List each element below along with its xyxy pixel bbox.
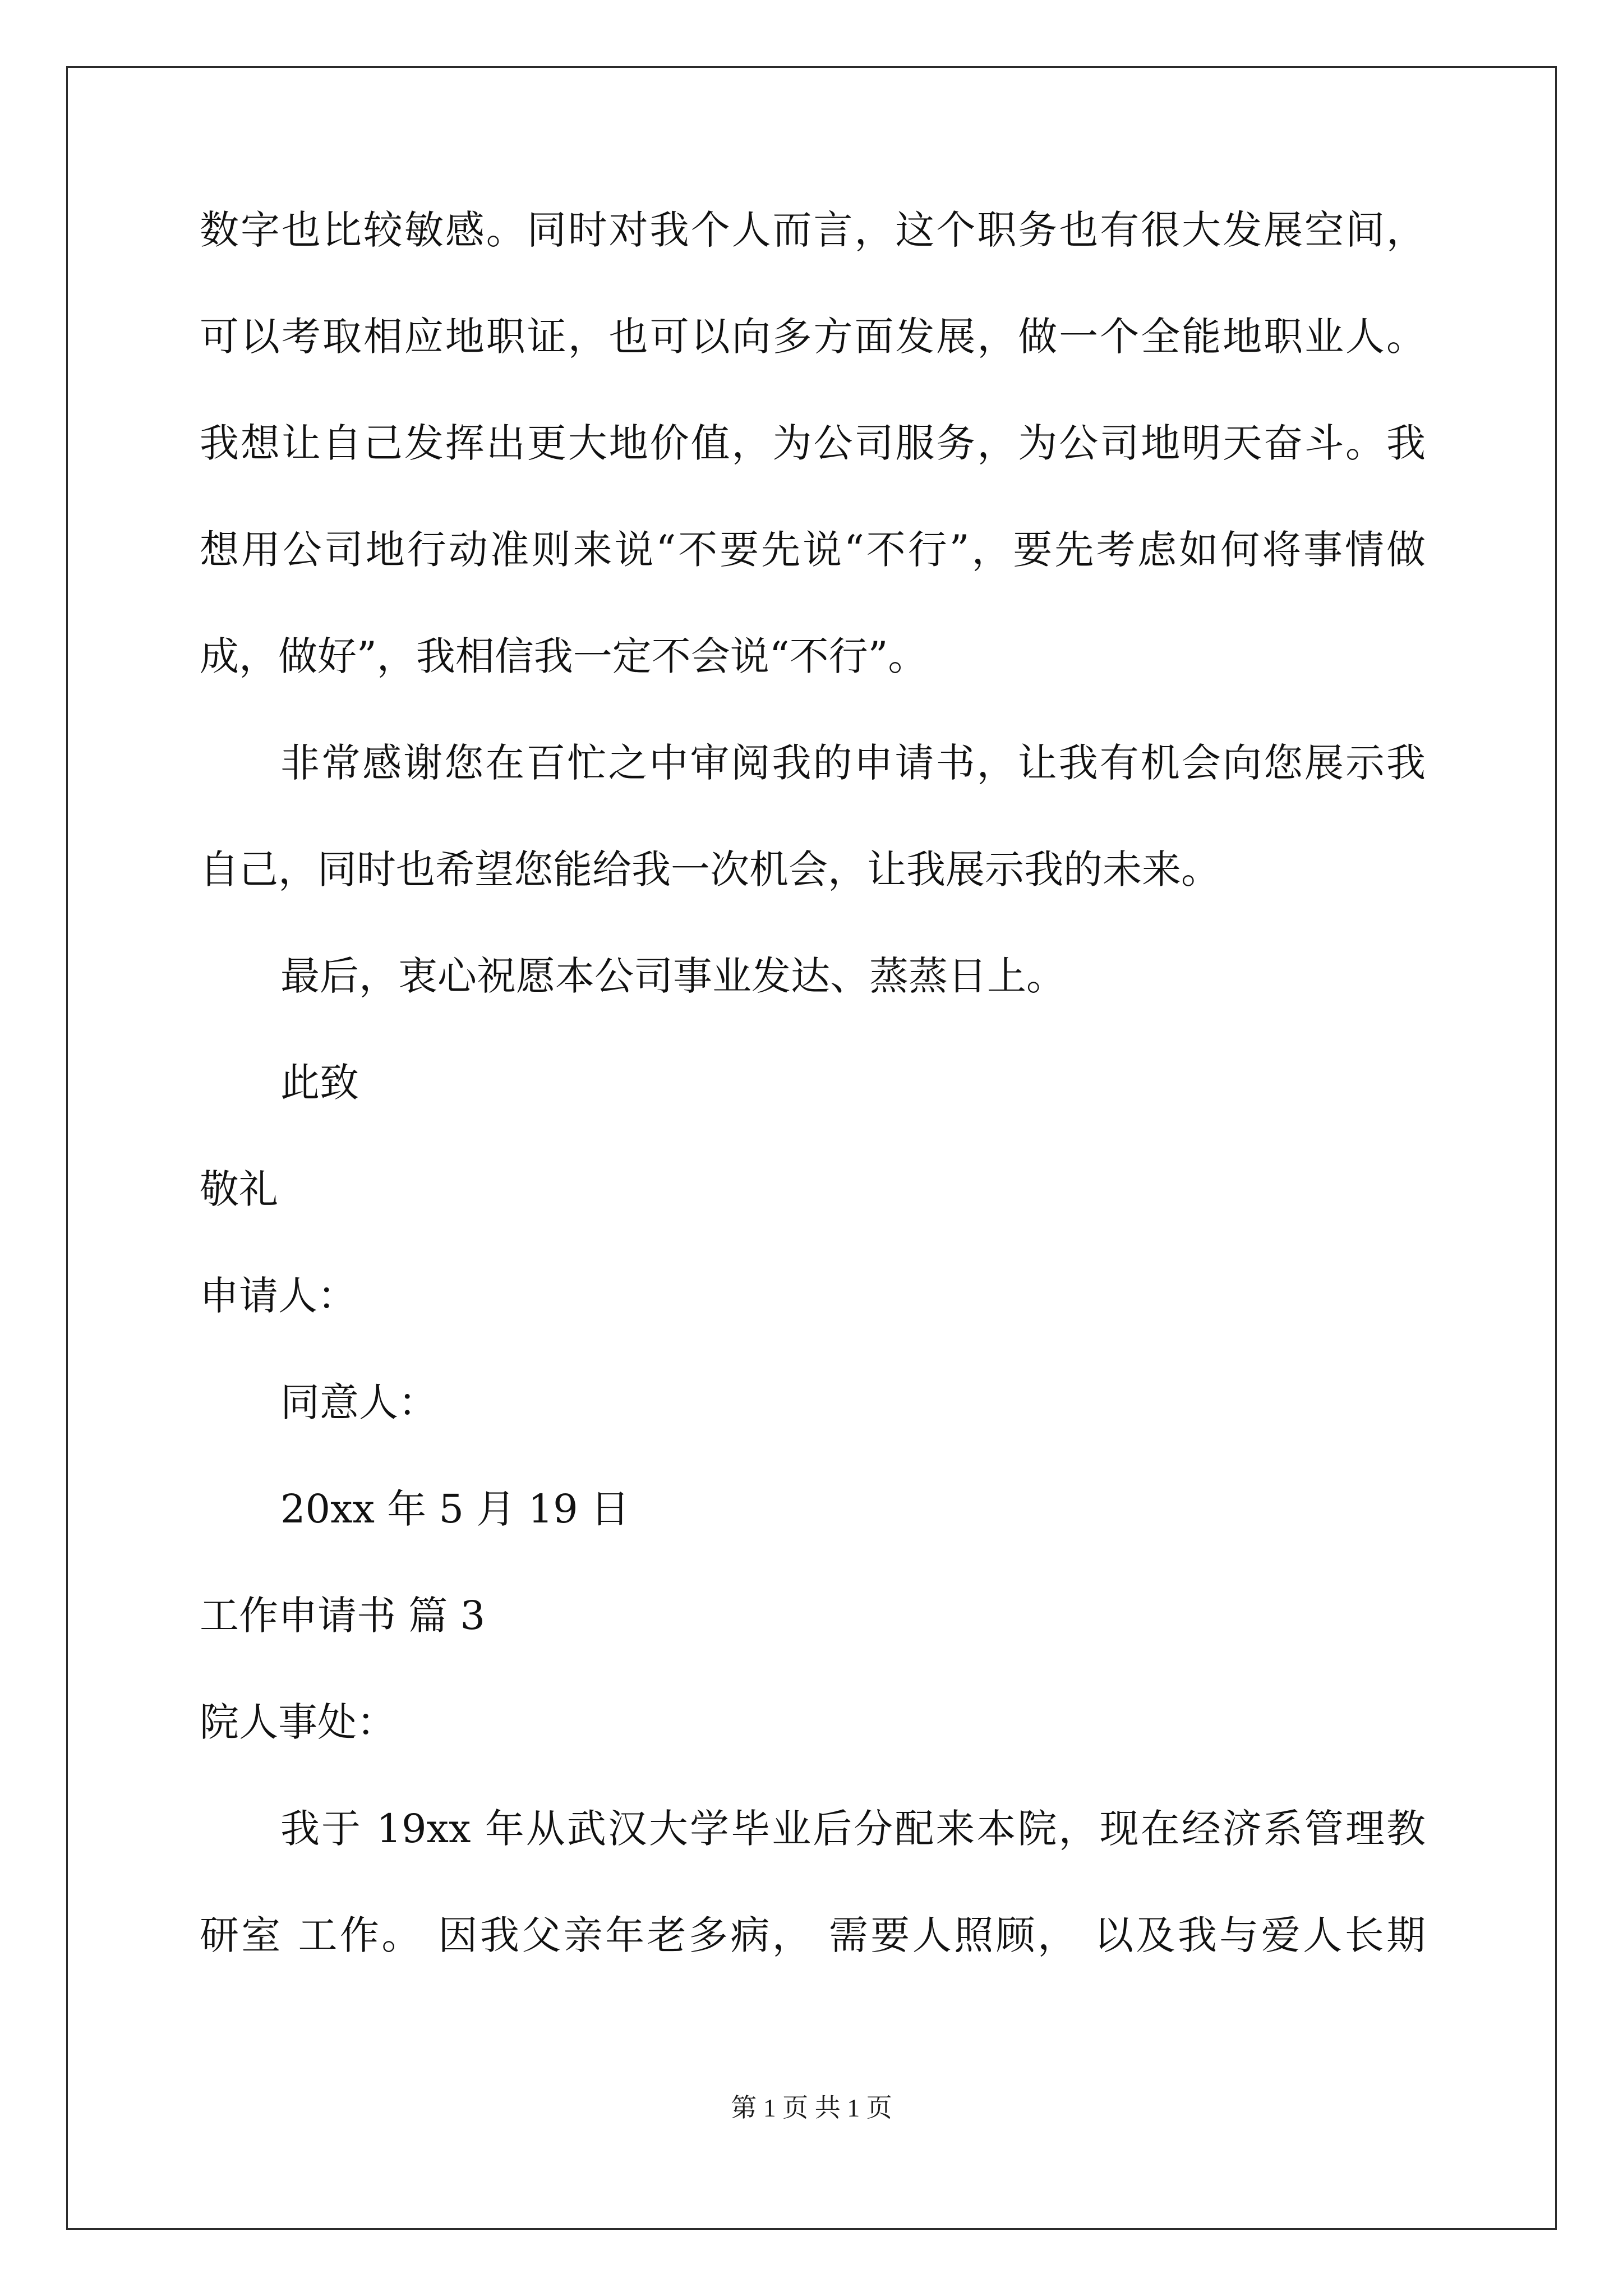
text-line-8: 最后，衷心祝愿本公司事业发达、蒸蒸日上。 [280,953,1066,999]
text-line-16: 我于 19xx 年从武汉大学毕业后分配来本院，现在经济系管理教 [280,1806,1426,1852]
recipient-line: 院人事处： [200,1699,396,1745]
approver-label: 同意人： [280,1379,437,1425]
text-line-4: 想用公司地行动准则来说“不要先说“不行”，要先考虑如何将事情做 [200,527,1426,573]
text-line-5: 成，做好”，我相信我一定不会说“不行”。 [200,633,928,679]
page-footer: 第 1 页 共 1 页 [731,2093,892,2122]
applicant-label: 申请人： [200,1273,357,1319]
salutation-cizhi: 此致 [280,1060,359,1106]
text-line-6: 非常感谢您在百忙之中审阅我的申请书，让我有机会向您展示我 [280,740,1426,786]
salutation-jingli: 敬礼 [200,1166,278,1212]
text-line-3: 我想让自己发挥出更大地价值，为公司服务，为公司地明天奋斗。我 [200,420,1426,466]
text-line-17: 研室 工作。 因我父亲年老多病， 需要人照顾， 以及我与爱人长期 [200,1912,1426,1958]
text-line-2: 可以考取相应地职证，也可以向多方面发展，做一个全能地职业人。 [200,314,1426,360]
text-line-1: 数字也比较敏感。同时对我个人而言，这个职务也有很大发展空间， [200,207,1426,253]
page-border [66,66,1557,2230]
date-line: 20xx 年 5 月 19 日 [280,1486,630,1532]
text-line-7: 自己，同时也希望您能给我一次机会，让我展示我的未来。 [200,846,1220,892]
section-heading: 工作申请书 篇 3 [200,1593,486,1639]
